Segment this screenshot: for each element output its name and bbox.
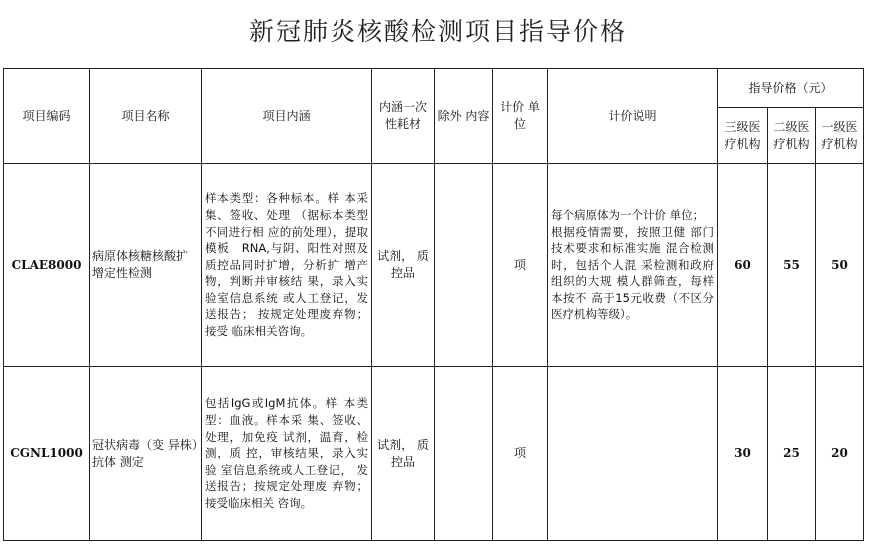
table-row [4,164,864,367]
item-name: 病原体核糖核酸扩增定性检测 [90,164,202,367]
item-code: CLAE8000 [4,164,90,367]
header-exclusions: 除外 内容 [435,69,493,164]
item-code: CGNL1000 [4,367,90,541]
header-content: 项目内涵 [202,69,372,164]
item-unit: 项 [493,367,548,541]
header-tier2: 二级医疗机构 [768,108,816,164]
header-tier1: 一级医疗机构 [816,108,864,164]
item-pricing-note [548,164,718,367]
pricing-note-line: 每个病原体为一个计价 单位； [551,207,705,222]
header-name: 项目名称 [90,69,202,164]
header-unit: 计价 单位 [493,69,548,164]
price-tier1: 50 [816,164,864,367]
price-table [3,68,864,541]
header-consumables: 内涵一次性耗材 [372,69,435,164]
price-tier3: 30 [718,367,768,541]
table-row [4,367,864,541]
item-unit: 项 [493,164,548,367]
item-exclusions [435,367,493,541]
item-pricing-note [548,367,718,541]
page-title: 新冠肺炎核酸检测项目指导价格 [248,17,627,46]
header-guide-price: 指导价格（元） [718,69,864,108]
price-tier1: 20 [816,367,864,541]
price-tier2: 25 [768,367,816,541]
item-content: 样本类型：各种标本。样 本采集、签收、处理 （据标本类型不同进行相 应的前处理），提取模板 RNA,与阴、阳性对照及 质控品同时扩增，分析扩 增产物，判断并审核结 果，录入实验室信息系统 或人工登记，发送报告； 按规定处理废弃物；接受 临床相关咨询。 [202,164,372,367]
item-consumables: 试剂， 质控品 [372,164,435,367]
price-tier2: 55 [768,164,816,367]
item-consumables: 试剂， 质控品 [372,367,435,541]
header-code: 项目编码 [4,69,90,164]
pricing-note-line: 根据疫情需要，按照卫健 部门技术要求和标准实施 混合检测时，包括个人混 采检测和政府组织的大规 模人群筛查，每样本按不 高于15元收费（不区分 医疗机构等级）。 [551,224,714,322]
item-exclusions [435,164,493,367]
item-content: 包括IgG或IgM抗体。样 本类型：血液。样本采 集、签收、处理，加免疫 试剂，温育，检测，质 控，审核结果，录入实验 室信息系统或人工登记， 发送报告；按规定处理废 弃物；接受临床相关 咨询。 [202,367,372,541]
header-tier3: 三级医疗机构 [718,108,768,164]
item-name: 冠状病毒（变 异株）抗体 测定 [90,367,202,541]
header-pricing-note: 计价说明 [548,69,718,164]
price-tier3: 60 [718,164,768,367]
